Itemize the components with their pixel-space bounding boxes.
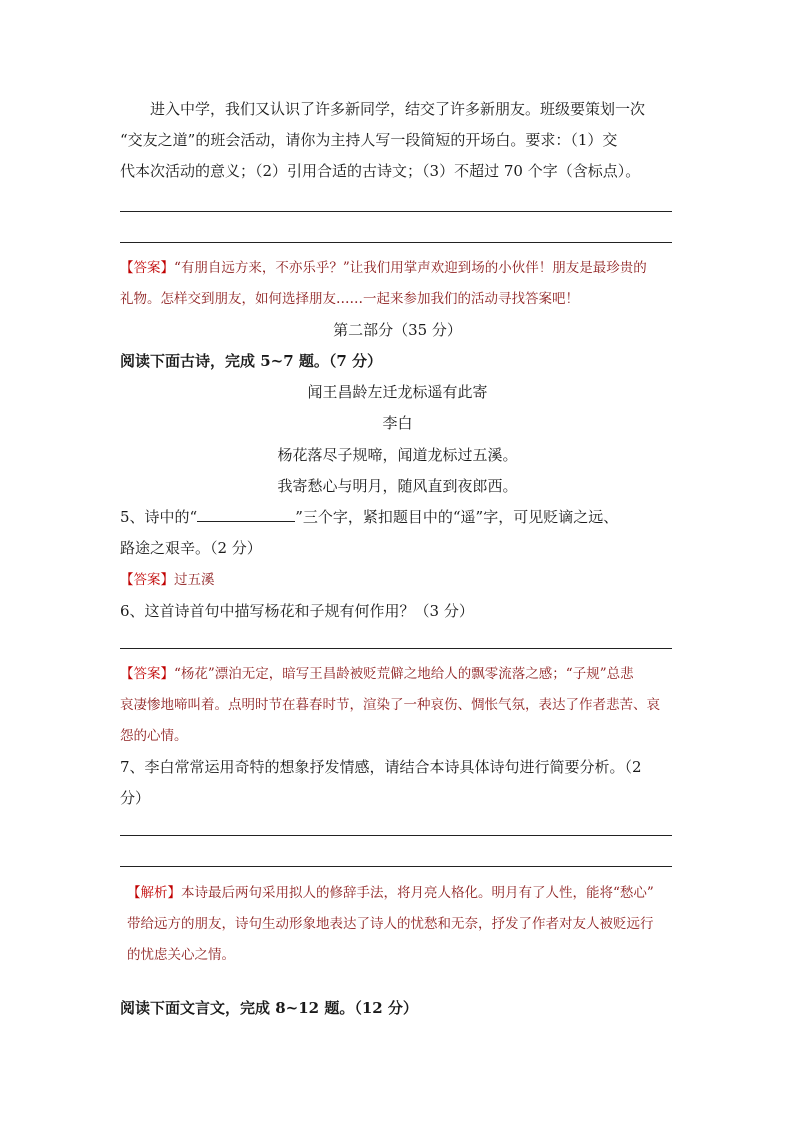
answer-6-line-1: 【答案】“杨花”漂泊无定，暗写王昌龄被贬荒僻之地给人的飘零流落之感；“子规”总悲 (120, 666, 634, 682)
fill-blank[interactable] (197, 507, 295, 522)
question-7 (120, 752, 675, 814)
section-2-heading: 阅读下面文言文，完成 8~12 题。（12 分） (120, 999, 418, 1017)
answer-block-1 (120, 253, 675, 315)
intro-line-1: 进入中学，我们又认识了许多新同学，结交了许多新朋友。班级要策划一次 (150, 100, 646, 118)
poem-author: 李白 (382, 414, 413, 432)
question-6: 6、这首诗首句中描写杨花和子规有何作用？（3 分） (120, 602, 474, 620)
answer-1-line-2: 礼物。怎样交到朋友，如何选择朋友……一起来参加我们的活动寻找答案吧！ (120, 291, 579, 307)
answer-line-5 (120, 866, 672, 867)
answer-line-1 (120, 211, 672, 212)
answer-tag: 【答案】 (120, 572, 174, 588)
analysis-7-line-3: 的忧虑关心之情。 (127, 947, 235, 963)
answer-block-6 (120, 659, 675, 752)
intro-question (120, 94, 675, 187)
answer-line-2 (120, 242, 672, 243)
poem-title: 闻王昌龄左迁龙标遥有此寄 (307, 383, 488, 401)
analysis-7-line-2: 带给远方的朋友，诗句生动形象地表达了诗人的忧愁和无奈，抒发了作者对友人被贬远行 (127, 916, 654, 932)
poem-line-1: 杨花落尽子规啼，闻道龙标过五溪。 (277, 446, 518, 464)
question-7-line-1: 7、李白常常运用奇特的想象抒发情感，请结合本诗具体诗句进行简要分析。（2 (120, 758, 642, 776)
answer-tag: 【答案】 (120, 666, 174, 682)
answer-line-4 (120, 835, 672, 836)
question-5 (120, 502, 675, 564)
section-1-heading: 阅读下面古诗，完成 5~7 题。（7 分） (120, 352, 383, 370)
answer-line-3 (120, 648, 672, 649)
intro-line-2: “交友之道”的班会活动，请你为主持人写一段简短的开场白。要求：（1）交 (120, 131, 618, 149)
part-two-title: 第二部分（35 分） (333, 321, 462, 339)
analysis-tag: 【解析】 (127, 885, 181, 901)
answer-5: 【答案】过五溪 (120, 572, 215, 588)
question-7-line-2: 分） (120, 789, 151, 807)
poem-line-2: 我寄愁心与明月，随风直到夜郎西。 (277, 477, 518, 495)
answer-tag: 【答案】 (120, 260, 174, 276)
question-5-line-1: 5、诗中的“ ”三个字，紧扣题目中的“遥”字，可见贬谪之远、 (120, 508, 619, 526)
analysis-block-7 (127, 878, 675, 971)
answer-6-line-3: 怨的心情。 (120, 728, 188, 744)
intro-line-3: 代本次活动的意义；（2）引用合适的古诗文；（3）不超过 70 个字（含标点）。 (120, 162, 641, 180)
question-5-line-2: 路途之艰辛。（2 分） (120, 539, 262, 557)
analysis-7-line-1: 【解析】本诗最后两句采用拟人的修辞手法，将月亮人格化。明月有了人性，能将“愁心” (127, 885, 654, 901)
answer-6-line-2: 哀凄惨地啼叫着。点明时节在暮春时节，渲染了一种哀伤、惆怅气氛，表达了作者悲苦、哀 (120, 697, 660, 713)
answer-1-line-1: 【答案】“有朋自远方来，不亦乐乎？”让我们用掌声欢迎到场的小伙伴！朋友是最珍贵的 (120, 260, 647, 276)
